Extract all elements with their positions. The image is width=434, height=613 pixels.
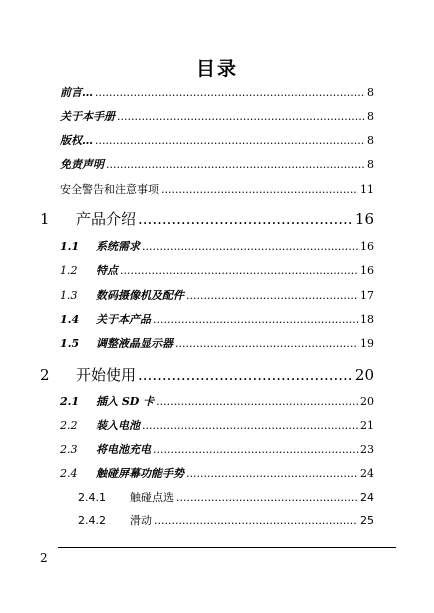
dot-leader	[95, 86, 365, 99]
page-title: 目录	[195, 58, 238, 80]
toc-entry-about-manual[interactable]	[60, 108, 374, 124]
section-number: 1.5	[60, 337, 80, 350]
dot-leader	[186, 467, 358, 480]
section-page: 19	[360, 337, 374, 350]
toc-entry-preface[interactable]	[60, 84, 374, 100]
dot-leader	[156, 395, 358, 408]
subsection-title: 触碰点选	[130, 491, 174, 504]
dot-leader	[106, 158, 365, 171]
toc-section-1-4[interactable]	[60, 311, 374, 327]
section-page: 24	[360, 467, 374, 480]
section-title: 将电池充电	[96, 443, 151, 456]
toc-entry-disclaimer[interactable]	[60, 156, 374, 172]
toc-entry-title: 版权…	[60, 134, 93, 147]
section-number: 1.4	[60, 313, 80, 326]
dot-leader	[153, 313, 358, 326]
toc-section-1-1[interactable]	[60, 238, 374, 254]
toc-entry-page: 8	[367, 110, 374, 123]
toc-entry-copyright[interactable]	[60, 132, 374, 148]
section-number: 2.4	[60, 467, 78, 480]
section-number: 2.3	[60, 443, 78, 456]
dot-leader	[154, 514, 358, 527]
section-title: 数码摄像机及配件	[96, 289, 184, 302]
section-title: 调整液晶显示器	[96, 337, 173, 350]
toc-section-2-4[interactable]	[60, 465, 374, 481]
toc-entry-title: 前言…	[60, 86, 93, 99]
page-number: 2	[40, 551, 48, 565]
chapter-title: 开始使用	[76, 366, 137, 384]
toc-section-1-3[interactable]	[60, 287, 374, 303]
toc-entry-page: 8	[367, 134, 374, 147]
section-number: 1.3	[60, 289, 78, 302]
toc-entry-page: 8	[367, 158, 374, 171]
subsection-page: 25	[360, 514, 374, 527]
chapter-number: 1	[40, 210, 50, 228]
toc-subsection-2-4-2[interactable]	[78, 512, 374, 528]
dot-leader	[142, 240, 358, 253]
section-page: 16	[360, 264, 374, 277]
subsection-page: 24	[360, 491, 374, 504]
section-title: 触碰屏幕功能手势	[96, 467, 184, 480]
dot-leader	[142, 419, 358, 432]
section-title: 关于本产品	[96, 313, 151, 326]
toc-section-2-1[interactable]	[60, 393, 374, 409]
dot-leader	[95, 134, 365, 147]
subsection-number: 2.4.1	[78, 491, 106, 504]
footer-rule	[58, 547, 396, 548]
dot-leader	[186, 289, 358, 302]
dot-leader	[161, 183, 358, 196]
section-number: 1.2	[60, 264, 78, 277]
section-title: 装入电池	[96, 419, 140, 432]
section-number: 2.1	[60, 395, 80, 408]
chapter-page: 16	[354, 210, 374, 228]
chapter-title: 产品介绍	[76, 210, 137, 228]
toc-section-1-2[interactable]	[60, 262, 374, 278]
section-page: 16	[360, 240, 374, 253]
toc-entry-title: 关于本手册	[60, 110, 115, 123]
section-number: 1.1	[60, 240, 80, 253]
dot-leader	[175, 337, 358, 350]
toc-subsection-2-4-1[interactable]	[78, 489, 374, 505]
section-page: 18	[360, 313, 374, 326]
section-title: 系统需求	[96, 240, 140, 253]
toc-entry-page: 11	[360, 183, 374, 196]
dot-leader	[120, 264, 358, 277]
section-page: 23	[360, 443, 374, 456]
section-page: 20	[360, 395, 374, 408]
section-page: 21	[360, 419, 374, 432]
toc-section-2-3[interactable]	[60, 441, 374, 457]
section-title: 特点	[96, 264, 118, 277]
chapter-number: 2	[40, 366, 50, 384]
section-number: 2.2	[60, 419, 78, 432]
toc-chapter-2[interactable]	[40, 364, 374, 385]
dot-leader	[153, 443, 358, 456]
subsection-title: 滑动	[130, 514, 152, 527]
toc-chapter-1[interactable]	[40, 208, 374, 229]
dot-leader	[138, 366, 353, 384]
toc-entry-safety[interactable]	[60, 181, 374, 197]
section-page: 17	[360, 289, 374, 302]
toc-entry-title: 免责声明	[60, 158, 104, 171]
toc-section-2-2[interactable]	[60, 417, 374, 433]
toc-section-1-5[interactable]	[60, 335, 374, 351]
dot-leader	[117, 110, 365, 123]
toc-entry-title: 安全警告和注意事项	[60, 183, 159, 196]
dot-leader	[138, 210, 353, 228]
chapter-page: 20	[354, 366, 374, 384]
dot-leader	[176, 491, 358, 504]
section-title: 插入 SD 卡	[96, 395, 155, 408]
toc-entry-page: 8	[367, 86, 374, 99]
subsection-number: 2.4.2	[78, 514, 106, 527]
